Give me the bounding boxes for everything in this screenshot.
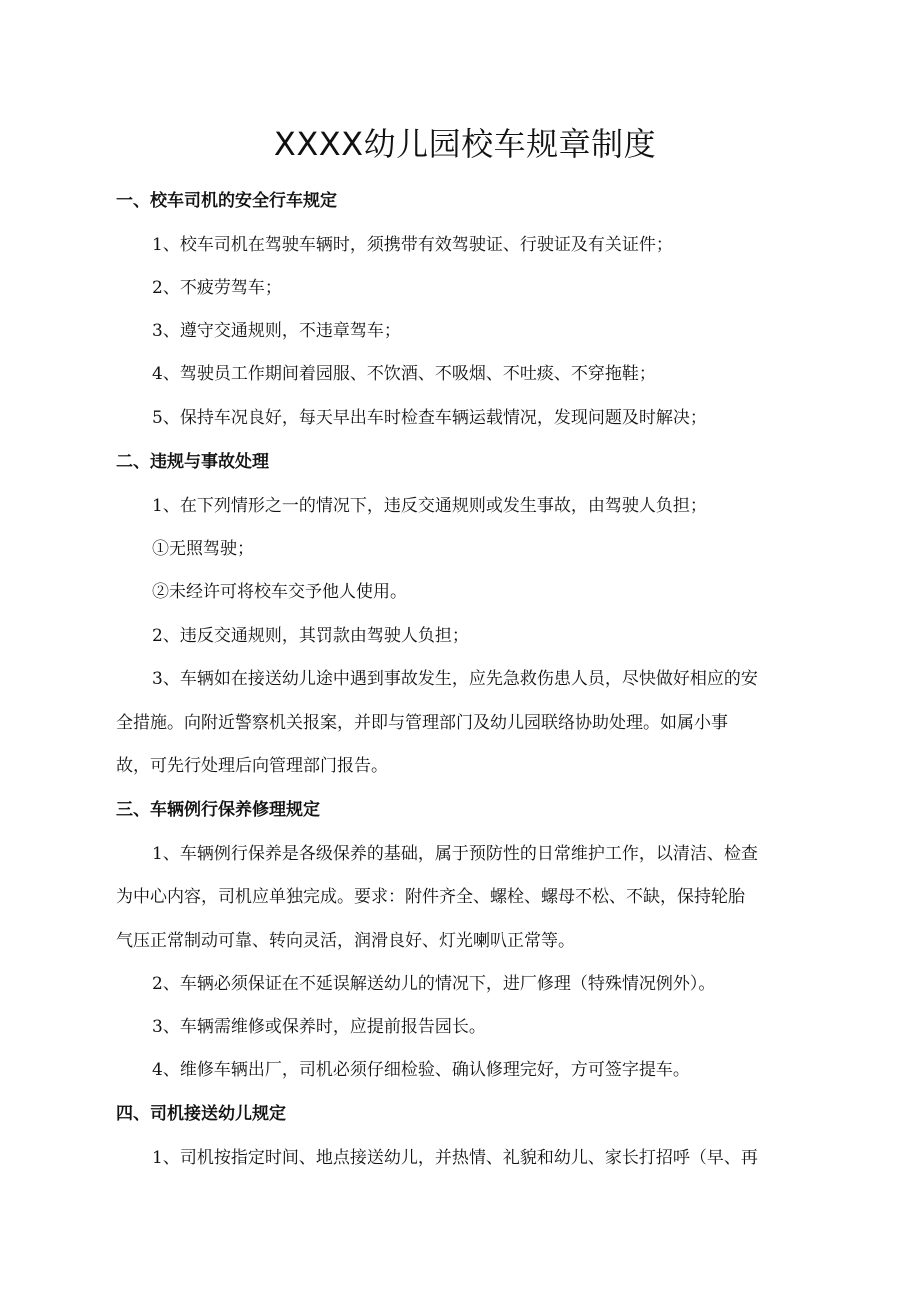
paragraph-continuation: 气压正常制动可靠、转向灵活，润滑良好、灯光喇叭正常等。 xyxy=(116,931,575,951)
section-heading-2: 二、违规与事故处理 xyxy=(116,452,269,472)
paragraph: 1、校车司机在驾驶车辆时，须携带有效驾驶证、行驶证及有关证件； xyxy=(152,235,673,255)
paragraph: 1、司机按指定时间、地点接送幼儿，并热情、礼貌和幼儿、家长打招呼（早、再 xyxy=(152,1148,758,1168)
paragraph: 4、维修车辆出厂，司机必须仔细检验、确认修理完好，方可签字提车。 xyxy=(152,1060,690,1080)
section-heading-3: 三、车辆例行保养修理规定 xyxy=(116,800,320,820)
paragraph: 1、车辆例行保养是各级保养的基础，属于预防性的日常维护工作，以清洁、检查 xyxy=(152,844,758,864)
section-heading-1: 一、校车司机的安全行车规定 xyxy=(116,191,337,211)
paragraph-continuation: 故，可先行处理后向管理部门报告。 xyxy=(116,756,388,776)
paragraph: 2、车辆必须保证在不延误解送幼儿的情况下，进厂修理（特殊情况例外）。 xyxy=(152,974,716,994)
paragraph: 5、保持车况良好，每天早出车时检查车辆运载情况，发现问题及时解决； xyxy=(152,408,707,428)
paragraph-continuation: 全措施。向附近警察机关报案，并即与管理部门及幼儿园联络协助处理。如属小事 xyxy=(116,713,728,733)
paragraph: ②未经许可将校车交予他人使用。 xyxy=(152,582,407,602)
paragraph-continuation: 为中心内容，司机应单独完成。要求：附件齐全、螺栓、螺母不松、不缺，保持轮胎 xyxy=(116,887,745,907)
paragraph: 4、驾驶员工作期间着园服、不饮酒、不吸烟、不吐痰、不穿拖鞋； xyxy=(152,364,656,384)
paragraph: 2、违反交通规则，其罚款由驾驶人负担； xyxy=(152,626,469,646)
paragraph: ①无照驾驶； xyxy=(152,539,254,559)
paragraph: 1、在下列情形之一的情况下，违反交通规则或发生事故，由驾驶人负担； xyxy=(152,496,707,516)
section-heading-4: 四、司机接送幼儿规定 xyxy=(116,1104,286,1124)
paragraph: 3、车辆需维修或保养时，应提前报告园长。 xyxy=(152,1017,486,1037)
paragraph: 2、不疲劳驾车； xyxy=(152,278,282,298)
document-title: XXXX幼儿园校车规章制度 xyxy=(273,125,657,163)
paragraph: 3、车辆如在接送幼儿途中遇到事故发生，应先急救伤患人员，尽快做好相应的安 xyxy=(152,669,758,689)
paragraph: 3、遵守交通规则，不违章驾车； xyxy=(152,321,401,341)
